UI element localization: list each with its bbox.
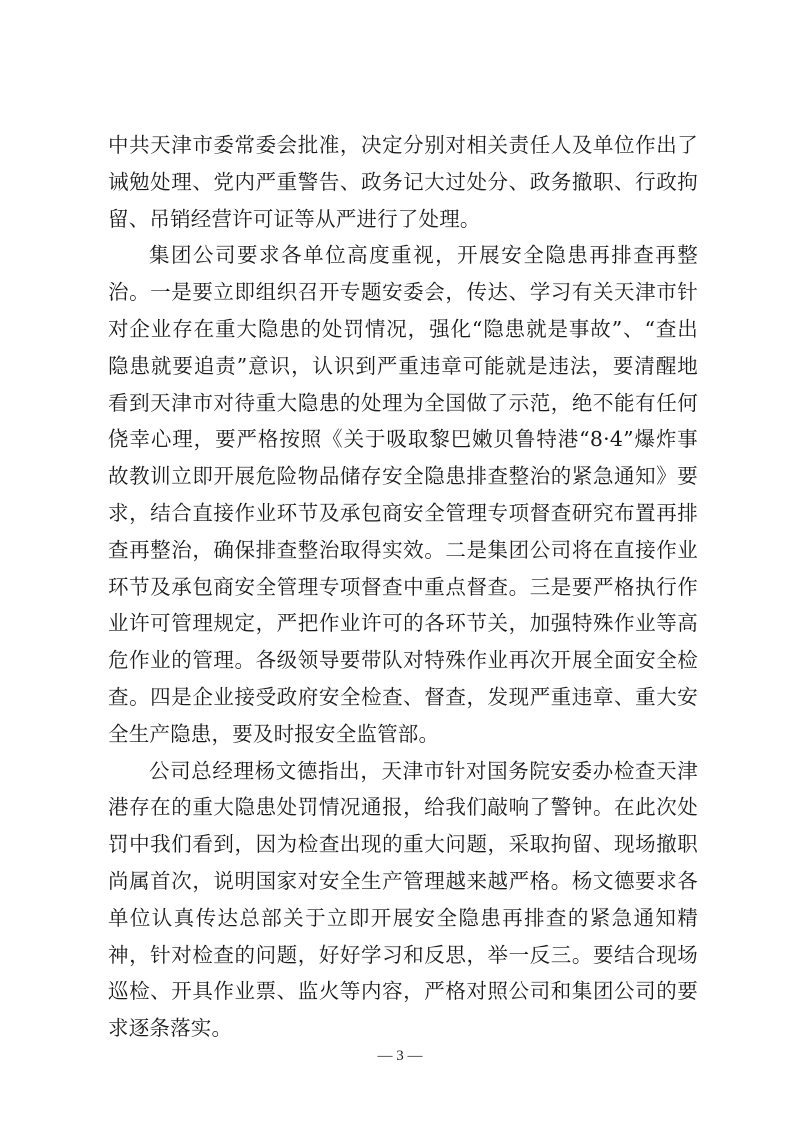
- page-number: — 3 —: [377, 1048, 423, 1064]
- document-body: [108, 127, 698, 1047]
- paragraph-2: 集团公司要求各单位高度重视，开展安全隐患再排查再整治。一是要立即组织召开专题安委会，传达、学习有关天津市针对企业存在重大隐患的处罚情况，强化“隐患就是事故”、“查出隐患就要追责”意识，认识到严重违章可能就是违法，要清醒地看到天津市对待重大隐患的处理为全国做了示范，绝不能有任何侥幸心理，要严格按照《关于吸取黎巴嫩贝鲁特港“8·4”爆炸事故教训立即开展危险物品储存安全隐患排查整治的紧急通知》要求，结合直接作业环节及承包商安全管理专项督查研究布置再排查再整治，确保排查整治取得实效。二是集团公司将在直接作业环节及承包商安全管理专项督查中重点督查。三是要严格执行作业许可管理规定，严把作业许可的各环节关，加强特殊作业等高危作业的管理。各级领导要带队对特殊作业再次开展全面安全检查。四是企业接受政府安全检查、督查，发现严重违章、重大安全生产隐患，要及时报安全监管部。: [108, 243, 698, 746]
- paragraph-3: 公司总经理杨文德指出，天津市针对国务院安委办检查天津港存在的重大隐患处罚情况通报，给我们敲响了警钟。在此次处罚中我们看到，因为检查出现的重大问题，采取拘留、现场撤职尚属首次，说明国家对安全生产管理越来越严格。杨文德要求各单位认真传达总部关于立即开展安全隐患再排查的紧急通知精神，针对检查的问题，好好学习和反思，举一反三。要结合现场巡检、开具作业票、监火等内容，严格对照公司和集团公司的要求逐条落实。: [108, 758, 698, 1041]
- paragraph-1: 中共天津市委常委会批准，决定分别对相关责任人及单位作出了诫勉处理、党内严重警告、政务记大过处分、政务撤职、行政拘留、吊销经营许可证等从严进行了处理。: [108, 133, 698, 231]
